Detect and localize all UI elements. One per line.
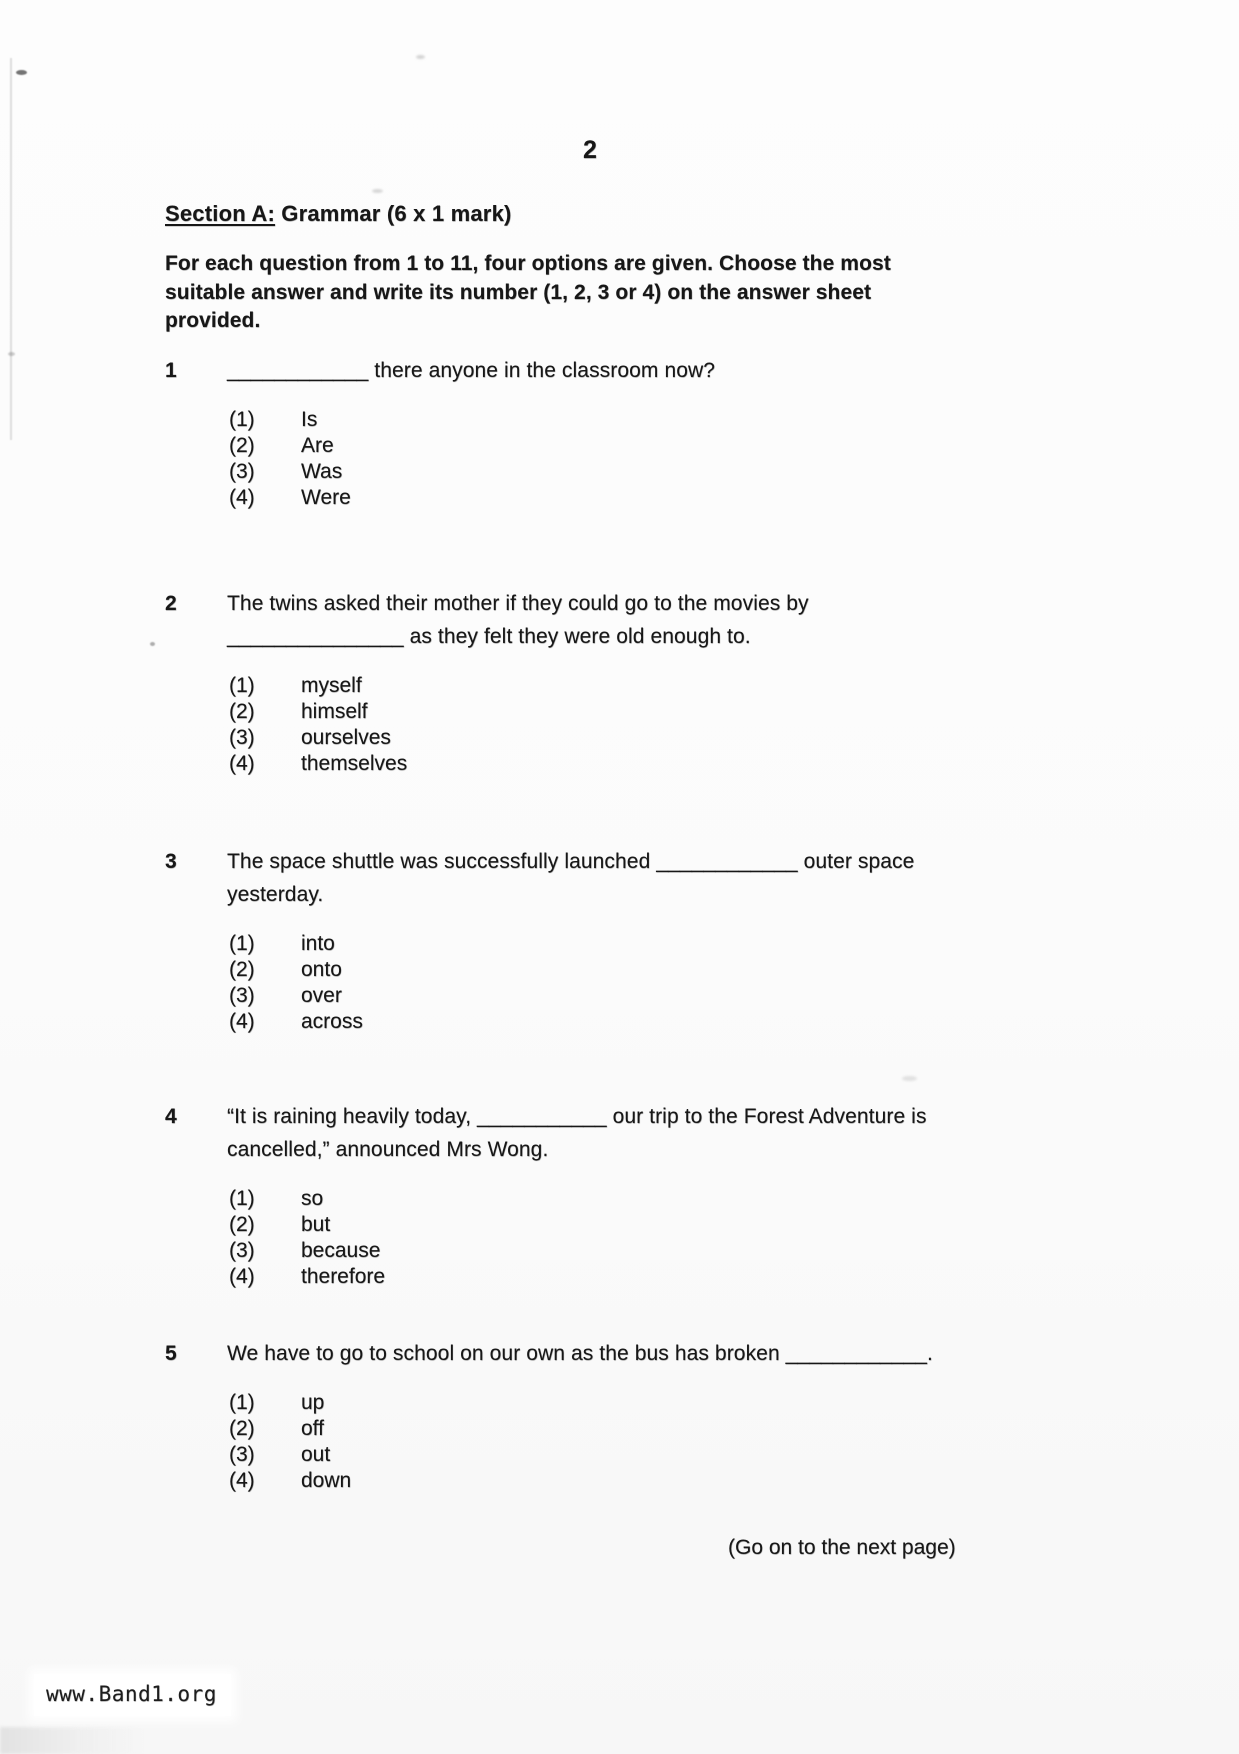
option-row (229, 459, 1145, 485)
option-label: onto (301, 958, 342, 981)
option-row (229, 1212, 1145, 1238)
question-number: 3 (165, 850, 177, 873)
section-heading-label: Section A: (165, 201, 275, 226)
option-label: because (301, 1239, 381, 1262)
option-number: (3) (229, 984, 255, 1007)
instruction-line: For each question from 1 to 11, four options are given. Choose the most (165, 252, 891, 275)
question-number: 4 (165, 1105, 177, 1128)
question-block (165, 587, 1145, 777)
question-block (165, 1337, 1145, 1494)
go-on-note: (Go on to the next page) (728, 1536, 956, 1559)
question-options (229, 1390, 1145, 1494)
stem-line: We have to go to school on our own as the bus has broken ____________. (227, 1342, 933, 1365)
stem-line: _______________ as they felt they were old enough to. (227, 625, 751, 648)
option-label: Were (301, 486, 351, 509)
option-label: therefore (301, 1265, 386, 1288)
option-row (229, 407, 1145, 433)
option-label: but (301, 1213, 331, 1236)
option-label: so (301, 1187, 324, 1210)
option-label: up (301, 1391, 325, 1414)
option-number: (2) (229, 958, 255, 981)
stem-line: yesterday. (227, 883, 324, 906)
stem-line: The space shuttle was successfully launched ____________ outer space (227, 850, 915, 873)
option-number: (1) (229, 408, 255, 431)
question-number: 2 (165, 592, 177, 615)
question-block (165, 354, 1145, 511)
option-row (229, 1186, 1145, 1212)
option-label: Is (301, 408, 318, 431)
option-label: out (301, 1443, 331, 1466)
option-row (229, 1468, 1145, 1494)
option-number: (3) (229, 726, 255, 749)
option-label: into (301, 932, 335, 955)
question-block (165, 1100, 1145, 1290)
option-label: myself (301, 674, 362, 697)
question-stem (227, 1337, 1145, 1370)
option-label: ourselves (301, 726, 391, 749)
section-heading-rest: Grammar (6 x 1 mark) (281, 201, 512, 226)
option-row (229, 725, 1145, 751)
instruction-line: suitable answer and write its number (1, 2, 3 or 4) on the answer sheet (165, 280, 872, 304)
option-number: (2) (229, 1417, 255, 1440)
stem-line: ____________ there anyone in the classroom now? (227, 359, 716, 382)
question-options (229, 1186, 1145, 1290)
scan-speck (8, 352, 15, 356)
option-row (229, 957, 1145, 983)
option-number: (1) (229, 674, 255, 697)
option-number: (4) (229, 752, 255, 775)
option-number: (3) (229, 460, 255, 483)
option-number: (1) (229, 932, 255, 955)
page-number: 2 (583, 136, 597, 164)
option-row (229, 1264, 1145, 1290)
option-number: (2) (229, 700, 255, 723)
option-row (229, 751, 1145, 777)
option-number: (2) (229, 434, 255, 457)
option-number: (3) (229, 1239, 255, 1262)
question-options (229, 407, 1145, 511)
watermark-text: www.Band1.org (46, 1682, 217, 1706)
option-number: (4) (229, 486, 255, 509)
scan-speck (150, 642, 155, 646)
scan-speck (16, 70, 27, 75)
option-row (229, 1009, 1145, 1035)
option-label: down (301, 1469, 352, 1492)
watermark-box (34, 1674, 231, 1716)
option-number: (1) (229, 1391, 255, 1414)
stem-line: The twins asked their mother if they could go to the movies by (227, 592, 809, 615)
question-number: 5 (165, 1342, 177, 1365)
scan-corner-smudge (0, 1727, 160, 1754)
option-row (229, 931, 1145, 957)
option-label: off (301, 1417, 324, 1440)
question-stem (227, 354, 1145, 387)
option-row (229, 433, 1145, 459)
option-label: over (301, 984, 342, 1007)
option-row (229, 673, 1145, 699)
question-list (165, 0, 1145, 1754)
stem-line: cancelled,” announced Mrs Wong. (227, 1138, 549, 1161)
option-row (229, 1442, 1145, 1468)
question-options (229, 673, 1145, 777)
instruction-line: provided. (165, 309, 261, 332)
option-label: Are (301, 434, 334, 457)
option-number: (4) (229, 1010, 255, 1033)
option-row (229, 983, 1145, 1009)
question-stem (227, 845, 1145, 911)
option-label: across (301, 1010, 363, 1033)
question-options (229, 931, 1145, 1035)
question-block (165, 845, 1145, 1035)
option-number: (2) (229, 1213, 255, 1236)
option-label: themselves (301, 752, 408, 775)
option-number: (3) (229, 1443, 255, 1466)
scan-edge-line (10, 58, 12, 440)
option-row (229, 699, 1145, 725)
option-row (229, 485, 1145, 511)
option-number: (1) (229, 1187, 255, 1210)
question-stem (227, 587, 1145, 653)
option-number: (4) (229, 1265, 255, 1288)
option-number: (4) (229, 1469, 255, 1492)
option-row (229, 1390, 1145, 1416)
option-row (229, 1416, 1145, 1442)
stem-line: “It is raining heavily today, ___________ our trip to the Forest Adventure is (227, 1105, 927, 1128)
option-label: Was (301, 460, 343, 483)
question-number: 1 (165, 359, 177, 382)
option-row (229, 1238, 1145, 1264)
question-stem (227, 1100, 1145, 1166)
option-label: himself (301, 700, 368, 723)
